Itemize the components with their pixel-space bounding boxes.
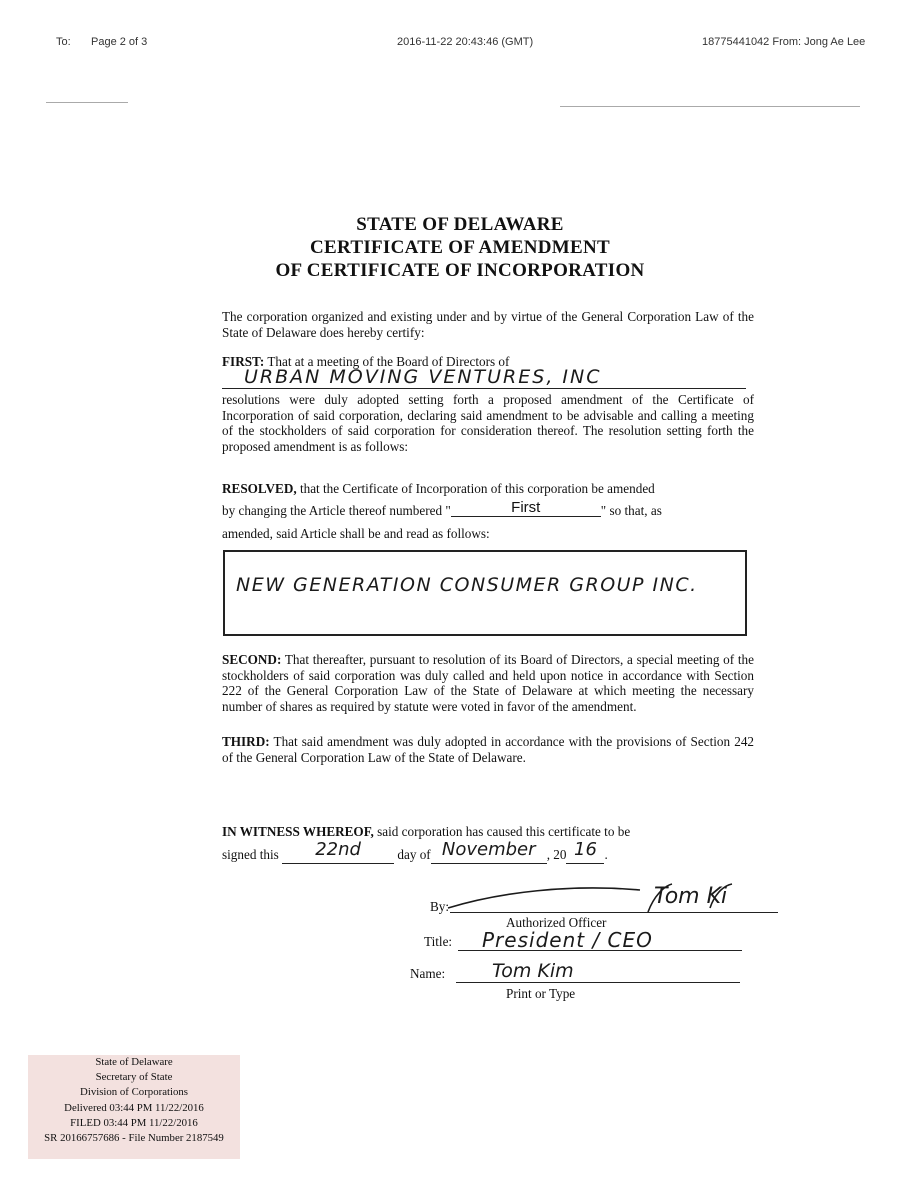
second-paragraph [222, 652, 754, 714]
article-number-field: First [451, 500, 601, 517]
year-prefix: , 20 [546, 847, 567, 862]
fax-timestamp: 2016-11-22 20:43:46 (GMT) [397, 36, 534, 48]
month-handwritten: November [441, 839, 536, 860]
stamp-state: State of Delaware [95, 1056, 173, 1068]
print-or-type-label: Print or Type [506, 986, 576, 1001]
third-label: THIRD: [222, 734, 270, 749]
name-handwritten: Tom Kim [492, 960, 574, 982]
resolved-line3: amended, said Article shall be and read as follows: [222, 526, 490, 541]
first-label: FIRST: [222, 354, 265, 369]
resolved-text2-before: by changing the Article thereof numbered " [222, 503, 451, 518]
year-handwritten: 16 [574, 839, 597, 860]
resolved-line1 [222, 481, 754, 497]
year-field [566, 839, 604, 864]
fax-to-label: To: [56, 36, 71, 48]
resolved-line2 [222, 499, 754, 520]
witness-text: said corporation has caused this certificate to be [377, 824, 631, 839]
filing-stamp [28, 1055, 240, 1159]
name-line [456, 982, 740, 983]
resolved-text2-after: " so that, as [600, 503, 662, 518]
third-paragraph [222, 734, 754, 765]
authorized-officer-label: Authorized Officer [506, 915, 607, 930]
title-label: Title: [424, 934, 453, 949]
day-handwritten: 22nd [315, 839, 361, 860]
stamp-file-number: SR 20166757686 - File Number 2187549 [44, 1132, 224, 1145]
corp-name-handwritten: URBAN MOVING VENTURES, INC [244, 366, 602, 388]
witness-label: IN WITNESS WHEREOF, [222, 824, 374, 839]
title-state: STATE OF DELAWARE [356, 214, 564, 235]
resolved-text1: that the Certificate of Incorporation of this corporation be amended [299, 481, 655, 496]
signed-this-label: signed this [222, 847, 279, 862]
first-text: That at a meeting of the Board of Directors of [267, 354, 510, 369]
stamp-division: Division of Corporations [80, 1086, 188, 1099]
stamp-filed: FILED 03:44 PM 11/22/2016 [70, 1116, 198, 1129]
second-label: SECOND: [222, 652, 282, 667]
third-text: That said amendment was duly adopted in accordance with the provisions of Section 242 of the General Corporation Law of the State of Delaware. [222, 734, 755, 765]
day-of-label: day of [397, 847, 431, 862]
stamp-secretary: Secretary of State [95, 1071, 173, 1084]
corp-name-line [222, 388, 746, 389]
by-label: By: [430, 899, 450, 914]
top-rule-right [560, 106, 860, 107]
intro-paragraph: The corporation organized and existing under and by virtue of the General Corporation Law of the State of Delaware does hereby certify: [222, 309, 754, 340]
amendment-handwritten: NEW GENERATION CONSUMER GROUP INC. [236, 574, 698, 596]
first-continuation: resolutions were duly adopted setting forth a proposed amendment of the Certificate of Incorporation of said corporation, declaring said amendment to be advisable and calling a meeting of the stockholders of said corporation for consideration thereof. The resolution setting forth the proposed amendment is as follows: [222, 392, 754, 454]
second-text: That thereafter, pursuant to resolution of its Board of Directors, a special meeting of the stockholders of said corporation was duly called and held upon notice in accordance with Section 222 of the General Corporation Law of the State of Delaware at which meeting the necessary number of shares as required by statute were voted in favor of the amendment. [222, 652, 754, 714]
title-handwritten: President / CEO [482, 928, 653, 952]
witness-line [222, 824, 754, 840]
stamp-delivered: Delivered 03:44 PM 11/22/2016 [64, 1101, 204, 1114]
signed-date-line [222, 839, 754, 864]
period: . [604, 847, 608, 862]
signature-handwritten: Tom Ki [654, 884, 728, 909]
resolved-label: RESOLVED, [222, 481, 297, 496]
top-rule-left [46, 102, 128, 103]
month-field [431, 839, 547, 864]
day-field [282, 839, 394, 864]
fax-from: 18775441042 From: Jong Ae Lee [702, 36, 866, 48]
title-certificate-amendment: CERTIFICATE OF AMENDMENT [310, 237, 610, 258]
name-label: Name: [410, 966, 446, 981]
title-certificate-incorporation: OF CERTIFICATE OF INCORPORATION [275, 260, 645, 281]
fax-page-number: Page 2 of 3 [91, 36, 148, 48]
